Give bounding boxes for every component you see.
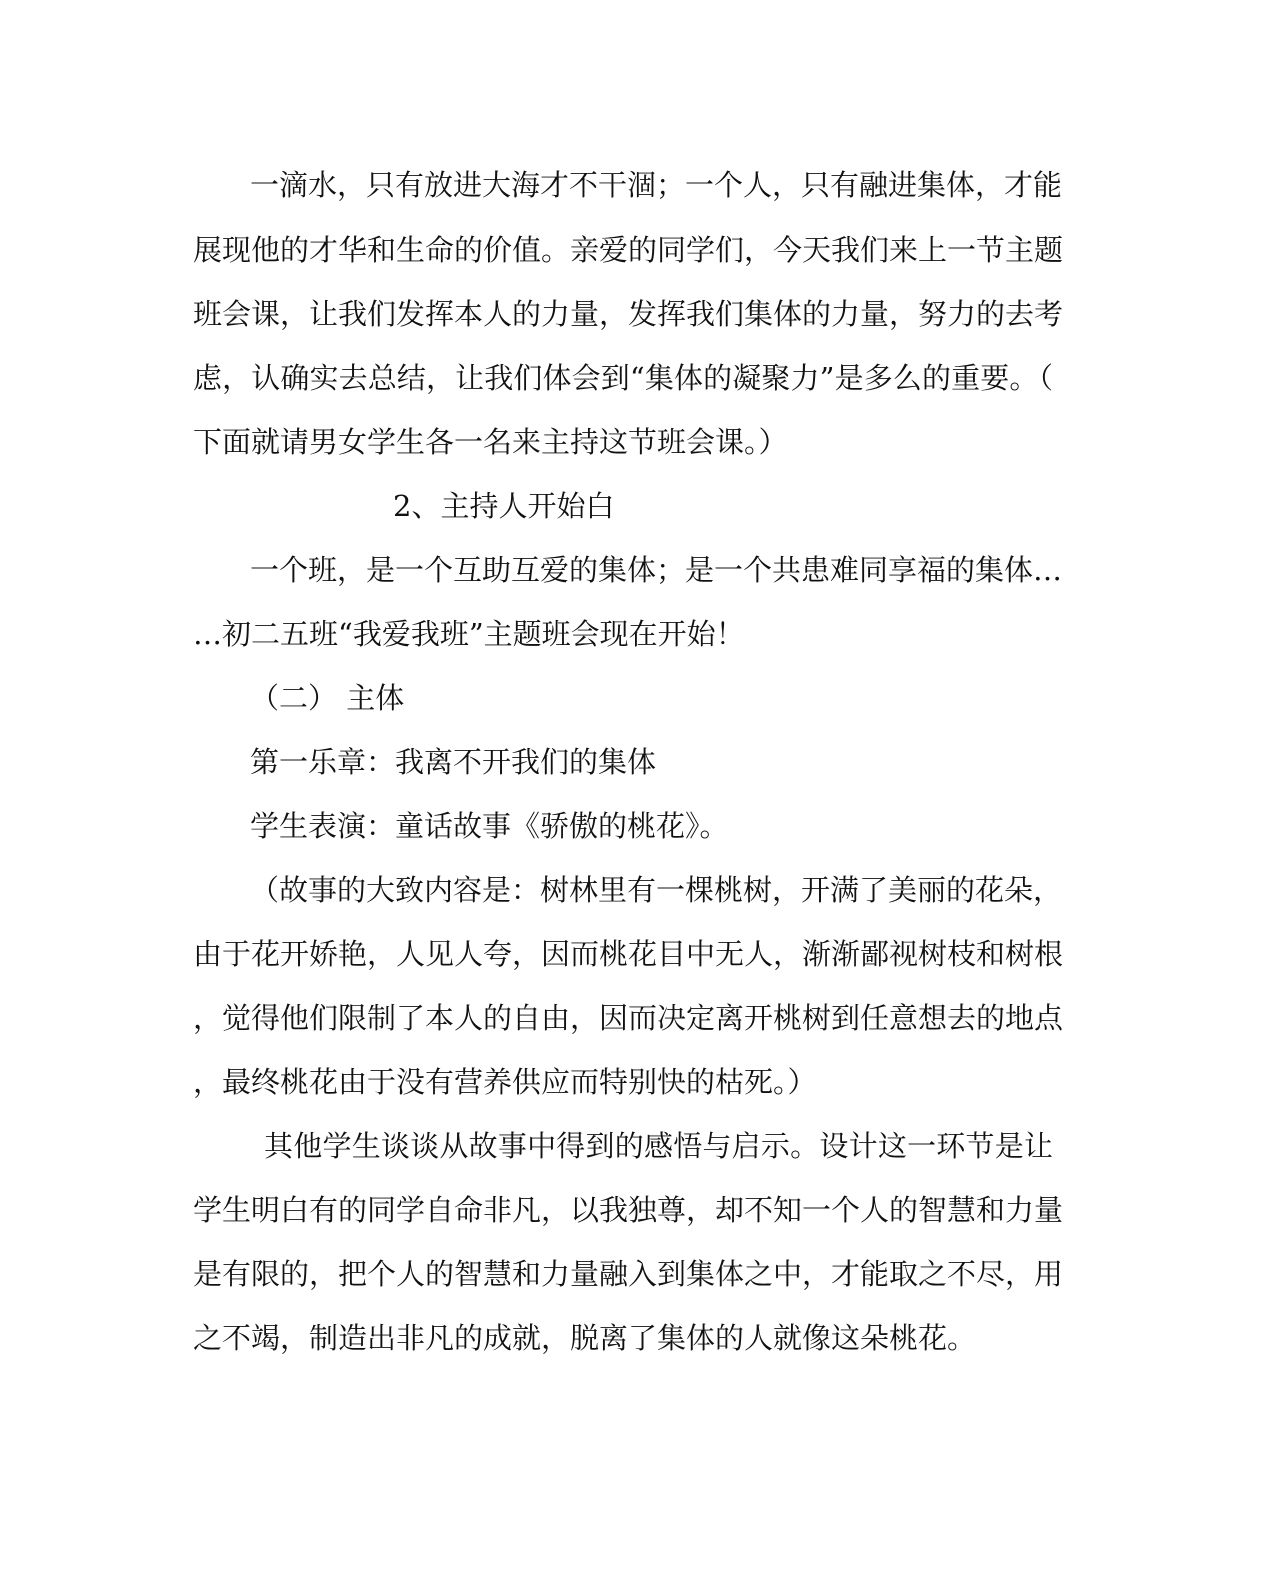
paragraph-line: 其他学生谈谈从故事中得到的感悟与启示。设计这一环节是让 — [264, 1129, 1053, 1163]
paragraph-line: ，觉得他们限制了本人的自由，因而决定离开桃树到任意想去的地点 — [193, 1001, 1064, 1035]
paragraph-line: 一个班，是一个互助互爱的集体；是一个共患难同享福的集体… — [250, 553, 1063, 587]
paragraph-line: 一滴水，只有放进大海才不干涸；一个人，只有融进集体，才能 — [250, 168, 1063, 202]
section-heading: （二） 主体 — [250, 681, 405, 715]
paragraph-line: 班会课，让我们发挥本人的力量，发挥我们集体的力量，努力的去考 — [193, 297, 1064, 331]
paragraph-line: 下面就请男女学生各一名来主持这节班会课。） — [193, 425, 788, 459]
paragraph-line: 学生表演：童话故事《骄傲的桃花》。 — [250, 809, 729, 843]
paragraph-line: ，最终桃花由于没有营养供应而特别快的枯死。） — [193, 1065, 817, 1099]
paragraph-line: 由于花开娇艳，人见人夸，因而桃花目中无人，渐渐鄙视树枝和树根 — [193, 937, 1064, 971]
paragraph-line: 学生明白有的同学自命非凡，以我独尊，却不知一个人的智慧和力量 — [193, 1193, 1064, 1227]
paragraph-line: …初二五班“我爱我班”主题班会现在开始！ — [193, 617, 745, 651]
paragraph-line: 展现他的才华和生命的价值。亲爱的同学们，今天我们来上一节主题 — [193, 233, 1064, 267]
section-heading: 2、主持人开始白 — [393, 489, 615, 523]
paragraph-line: 虑，认确实去总结，让我们体会到“集体的凝聚力”是多么的重要。（ — [193, 361, 1053, 395]
paragraph-line: 之不竭，制造出非凡的成就，脱离了集体的人就像这朵桃花。 — [193, 1321, 977, 1355]
paragraph-line: 是有限的，把个人的智慧和力量融入到集体之中，才能取之不尽，用 — [193, 1257, 1064, 1291]
paragraph-line: （故事的大致内容是：树林里有一棵桃树，开满了美丽的花朵， — [250, 873, 1063, 907]
section-heading: 第一乐章：我离不开我们的集体 — [250, 745, 657, 779]
